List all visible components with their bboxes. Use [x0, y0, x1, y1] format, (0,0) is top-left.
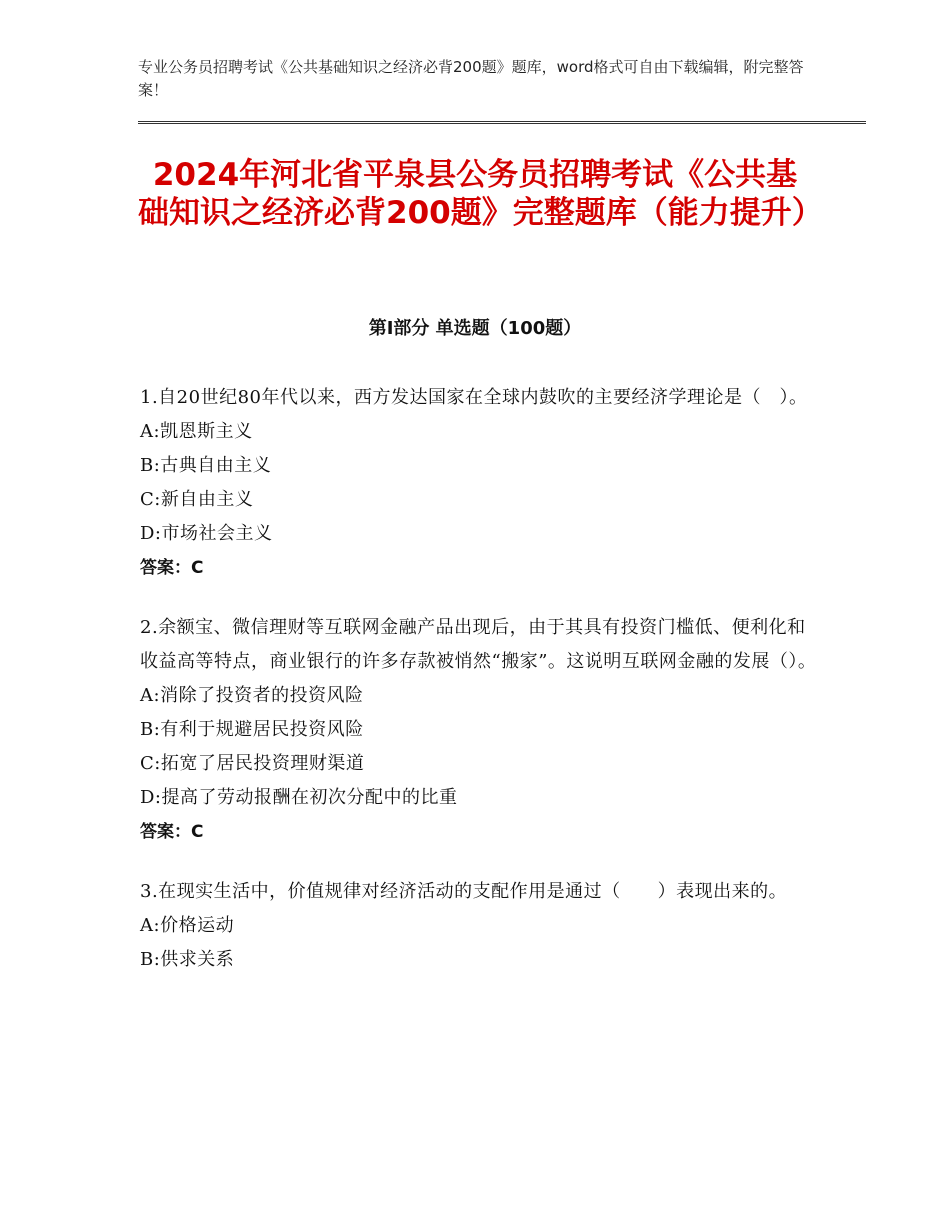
option-a: A:价格运动	[140, 915, 235, 936]
question-list	[140, 381, 820, 1003]
option-b: B:有利于规避居民投资风险	[140, 719, 364, 740]
question-stem: 3.在现实生活中，价值规律对经济活动的支配作用是通过（ ）表现出来的。	[140, 881, 788, 902]
question-item	[140, 875, 820, 977]
answer-label: 答案：C	[140, 822, 204, 842]
question-stem: 2.余额宝、微信理财等互联网金融产品出现后，由于其具有投资门槛低、便利化和收益高等特点，商业银行的许多存款被悄然“搬家”。这说明互联网金融的发展（）。	[140, 617, 817, 672]
option-c: C:新自由主义	[140, 489, 254, 510]
question-stem: 1.自20世纪80年代以来，西方发达国家在全球内鼓吹的主要经济学理论是（ ）。	[140, 387, 808, 408]
option-b: B:供求关系	[140, 949, 235, 970]
option-b: B:古典自由主义	[140, 455, 272, 476]
header-divider	[138, 121, 866, 124]
answer-label: 答案：C	[140, 558, 204, 578]
option-d: D:市场社会主义	[140, 523, 273, 544]
option-a: A:凯恩斯主义	[140, 421, 253, 442]
section-title: 第Ⅰ部分 单选题（100题）	[368, 318, 582, 339]
option-d: D:提高了劳动报酬在初次分配中的比重	[140, 787, 458, 808]
question-item	[140, 381, 820, 585]
option-c: C:拓宽了居民投资理财渠道	[140, 753, 365, 774]
header-note: 专业公务员招聘考试《公共基础知识之经济必背200题》题库，word格式可自由下载编辑，附完整答案！	[138, 58, 804, 99]
question-item	[140, 611, 820, 849]
option-a: A:消除了投资者的投资风险	[140, 685, 364, 706]
document-title: 2024年河北省平泉县公务员招聘考试《公共基础知识之经济必背200题》完整题库（能力提升）	[138, 157, 823, 231]
